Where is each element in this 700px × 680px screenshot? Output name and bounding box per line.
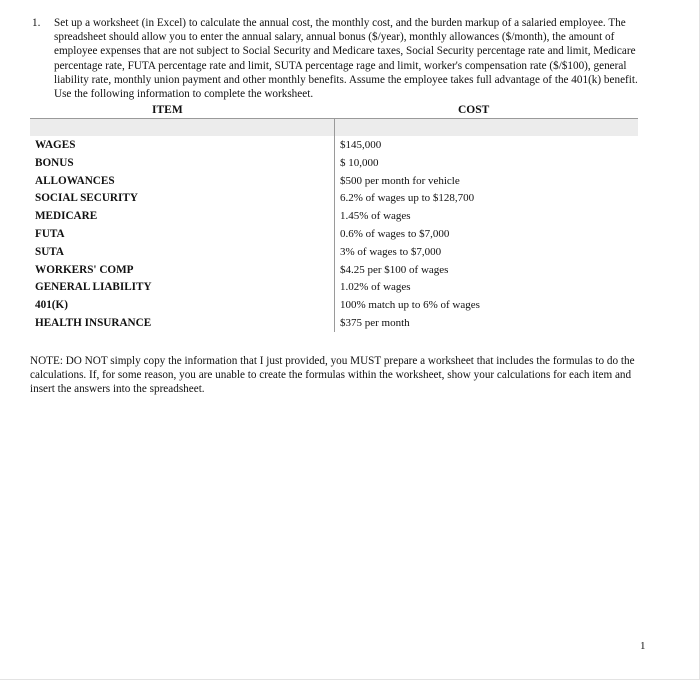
table-row [0, 210, 700, 228]
row-item: MEDICARE [35, 210, 98, 223]
row-item: FUTA [35, 227, 65, 240]
row-item: SUTA [35, 245, 65, 258]
row-cost: 1.45% of wages [340, 210, 411, 223]
note-paragraph: NOTE: DO NOT simply copy the information that I just provided, you MUST prepare a worksheet that includes the formulas to do the calculations. If, for some reason, you are unable to create the formulas within the worksheet, show your calculations for each item and insert the answers into the spreadsheet. [30, 355, 635, 396]
row-cost: $375 per month [340, 316, 410, 329]
table-row [0, 281, 700, 299]
table-header-cost: COST [458, 104, 490, 116]
row-item: 401(K) [35, 299, 68, 312]
row-cost: $4.25 per $100 of wages [340, 263, 449, 276]
row-cost: 100% match up to 6% of wages [340, 299, 480, 312]
table-row [0, 299, 700, 317]
row-item: WORKERS' COMP [35, 263, 134, 276]
table-row [0, 246, 700, 264]
row-item: HEALTH INSURANCE [35, 316, 152, 329]
table-header-item: ITEM [152, 104, 183, 116]
row-cost: $145,000 [340, 139, 382, 151]
table-row [0, 192, 700, 210]
question-block [32, 16, 644, 101]
row-item: ALLOWANCES [35, 174, 115, 187]
page-number: 1 [640, 640, 646, 652]
row-cost: $500 per month for vehicle [340, 174, 460, 187]
question-number: 1. [32, 17, 41, 29]
table-row [0, 157, 700, 175]
table-row [0, 317, 700, 335]
row-cost: 0.6% of wages to $7,000 [340, 227, 450, 240]
table-row [0, 228, 700, 246]
row-item: BONUS [35, 156, 74, 169]
row-cost: 3% of wages to $7,000 [340, 245, 442, 258]
row-cost: $ 10,000 [340, 156, 379, 169]
cost-table [0, 139, 700, 335]
row-item: WAGES [35, 139, 76, 151]
table-row [0, 264, 700, 282]
row-item: SOCIAL SECURITY [35, 192, 138, 205]
question-text: Set up a worksheet (in Excel) to calculate the annual cost, the monthly cost, and the burden markup of a salaried employee. The spreadsheet should allow you to enter the annual salary, annual bonus ($/year), monthly allowances ($/month), the amount of employee expenses that are not subject to Social Security and Medicare taxes, Social Security percentage rate and limit, Medicare percentage rate, FUTA percentage rate and limit, SUTA percentage rage and limit, worker's compensation rate ($/$100), general liability rate, monthly union payment and other monthly benefits. Assume the employee takes full advantage of the 401(k) benefit. Use the following information to complete the worksheet. [54, 17, 638, 101]
table-row [0, 139, 700, 157]
table-row [0, 175, 700, 193]
row-item: GENERAL LIABILITY [35, 281, 152, 294]
row-cost: 1.02% of wages [340, 281, 411, 294]
row-cost: 6.2% of wages up to $128,700 [340, 192, 475, 205]
